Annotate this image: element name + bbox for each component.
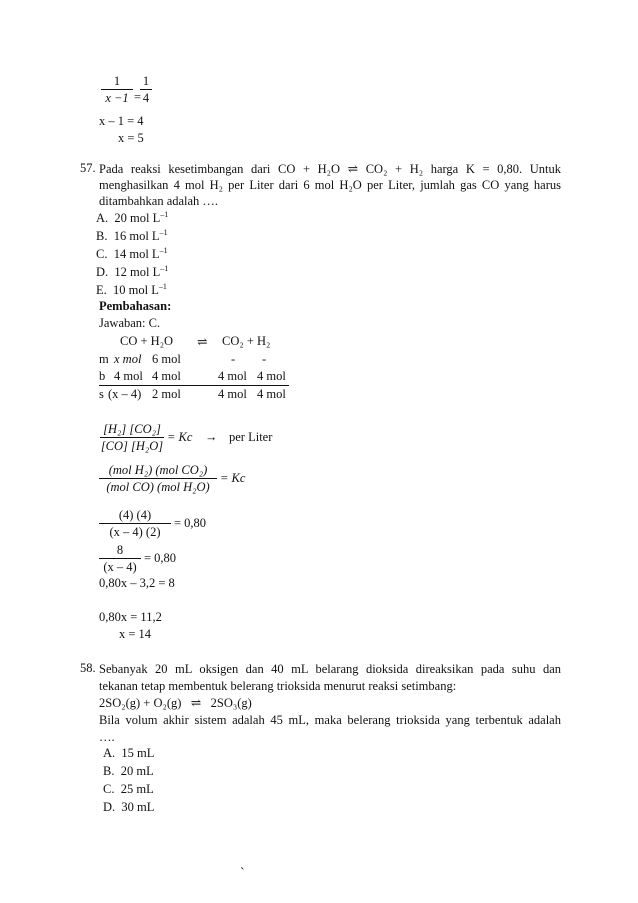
eq4-rhs: = 0,80 xyxy=(144,551,177,565)
frac-bar xyxy=(99,523,171,524)
option-value: 25 mL xyxy=(120,782,154,796)
option-value: 14 mol L xyxy=(113,247,160,261)
table-header-right: CO₂ + H₂ xyxy=(222,334,271,348)
reaction-equation: 2SO₂(g) + O₂(g) ⇌ 2SO₃(g) xyxy=(99,696,252,710)
eq2-rhs: = Kc xyxy=(220,471,246,485)
frac-num: [H₂] [CO₂] xyxy=(103,422,161,436)
option-a xyxy=(96,210,168,226)
eq5: 0,80x – 3,2 = 8 xyxy=(99,576,175,590)
equilibrium-arrow: ⇌ xyxy=(197,335,208,349)
option-value: 16 mol L xyxy=(113,229,160,243)
option-sup: –1 xyxy=(159,246,168,255)
frac-den: [CO] [H₂O] xyxy=(100,439,164,453)
top-line2: x – 1 = 4 xyxy=(99,114,144,128)
option-c xyxy=(103,782,154,797)
table-header-left: CO + H₂O xyxy=(120,334,174,348)
frac-num: (4) (4) xyxy=(118,508,152,522)
eq2-fraction xyxy=(99,463,217,494)
row-s-c3: 4 mol xyxy=(218,387,247,401)
option-sup: –1 xyxy=(160,264,169,273)
row-b-c3: 4 mol xyxy=(218,369,247,383)
frac-num: 1 xyxy=(142,74,150,88)
option-c xyxy=(96,246,168,262)
frac-num: 1 xyxy=(113,74,121,88)
eq6: 0,80x = 11,2 xyxy=(99,610,162,624)
top-equals: = xyxy=(134,90,142,104)
frac-den: (x – 4) xyxy=(103,560,137,574)
row-m-label: m xyxy=(99,352,109,366)
frac-den: (x – 4) (2) xyxy=(109,525,161,539)
option-letter: E. xyxy=(96,283,107,297)
option-letter: D. xyxy=(103,800,116,814)
question-58-line4: …. xyxy=(99,730,115,744)
row-m-c4: - xyxy=(262,352,267,366)
question-58-line2: tekanan tetap membentuk belerang trioksida menurut reaksi setimbang: xyxy=(99,679,457,693)
eq7: x = 14 xyxy=(119,627,152,641)
row-b-c2: 4 mol xyxy=(152,369,181,383)
option-value: 20 mol L xyxy=(114,211,161,225)
row-m-c2: 6 mol xyxy=(152,352,181,366)
question-57-line3: ditambahkan adalah …. xyxy=(99,194,219,208)
option-value: 12 mol L xyxy=(114,265,161,279)
frac-bar xyxy=(140,89,152,90)
question-58-line1: Sebanyak 20 mL oksigen dan 40 mL belarang dioksida direaksikan pada suhu dan xyxy=(99,662,561,676)
option-letter: C. xyxy=(103,782,115,796)
frac-bar xyxy=(99,558,141,559)
option-e xyxy=(96,282,167,298)
option-letter: C. xyxy=(96,247,108,261)
frac-den: 4 xyxy=(142,91,150,105)
frac-num: 8 xyxy=(116,543,124,557)
option-b xyxy=(103,764,154,779)
row-m-c3: - xyxy=(231,352,236,366)
option-sup: –1 xyxy=(160,210,169,219)
row-b-c4: 4 mol xyxy=(257,369,286,383)
option-letter: B. xyxy=(103,764,115,778)
frac-bar xyxy=(100,437,164,438)
jawaban: Jawaban: C. xyxy=(99,316,161,330)
option-sup: –1 xyxy=(158,282,167,291)
row-s-c2: 2 mol xyxy=(152,387,181,401)
option-value: 20 mL xyxy=(120,764,154,778)
row-s-c4: 4 mol xyxy=(257,387,286,401)
option-letter: A. xyxy=(96,211,109,225)
frac-bar xyxy=(101,89,133,90)
row-s-label: s xyxy=(99,387,104,401)
row-m-c1: x mol xyxy=(114,352,142,366)
question-number: 57. xyxy=(80,161,96,175)
option-d xyxy=(96,264,168,280)
option-a xyxy=(103,746,154,761)
option-letter: D. xyxy=(96,265,109,279)
frac-num: (mol H₂) (mol CO₂) xyxy=(108,463,208,477)
top-fraction-left xyxy=(101,74,133,105)
option-letter: B. xyxy=(96,229,108,243)
top-fraction-right xyxy=(140,74,152,105)
frac-den: x −1 xyxy=(105,91,129,105)
frac-den: (mol CO) (mol H₂O) xyxy=(106,480,210,494)
row-b-label: b xyxy=(99,369,106,383)
eq3-fraction xyxy=(99,508,171,539)
question-58-line3: Bila volum akhir sistem adalah 45 mL, maka belerang trioksida yang terbentuk adalah xyxy=(99,713,561,727)
option-value: 10 mol L xyxy=(113,283,159,297)
option-value: 30 mL xyxy=(121,800,155,814)
row-s-c1: (x – 4) xyxy=(108,387,142,401)
option-d xyxy=(103,800,154,815)
option-sup: –1 xyxy=(159,228,168,237)
frac-bar xyxy=(99,478,217,479)
eq1-note: per Liter xyxy=(229,430,273,444)
option-value: 15 mL xyxy=(121,746,155,760)
option-b xyxy=(96,228,168,244)
option-letter: A. xyxy=(103,746,116,760)
question-57-line1: Pada reaksi kesetimbangan dari CO + H₂O ⇌ CO₂ + H₂ harga K = 0,80. Untuk xyxy=(99,162,561,176)
eq4-fraction xyxy=(99,543,141,574)
eq3-rhs: = 0,80 xyxy=(174,516,207,530)
footer-mark: ` xyxy=(240,866,245,881)
eq1-rhs: = Kc xyxy=(167,430,193,444)
question-number: 58. xyxy=(80,661,96,675)
top-line3: x = 5 xyxy=(118,131,144,145)
row-b-c1: 4 mol xyxy=(114,369,143,383)
eq1-fraction xyxy=(100,422,164,453)
question-57-line2: menghasilkan 4 mol H₂ per Liter dari 6 mol H₂O per Liter, jumlah gas CO yang harus xyxy=(99,178,561,192)
table-divider xyxy=(99,385,289,386)
pembahasan-heading: Pembahasan: xyxy=(99,299,172,313)
arrow-icon: → xyxy=(205,430,218,444)
